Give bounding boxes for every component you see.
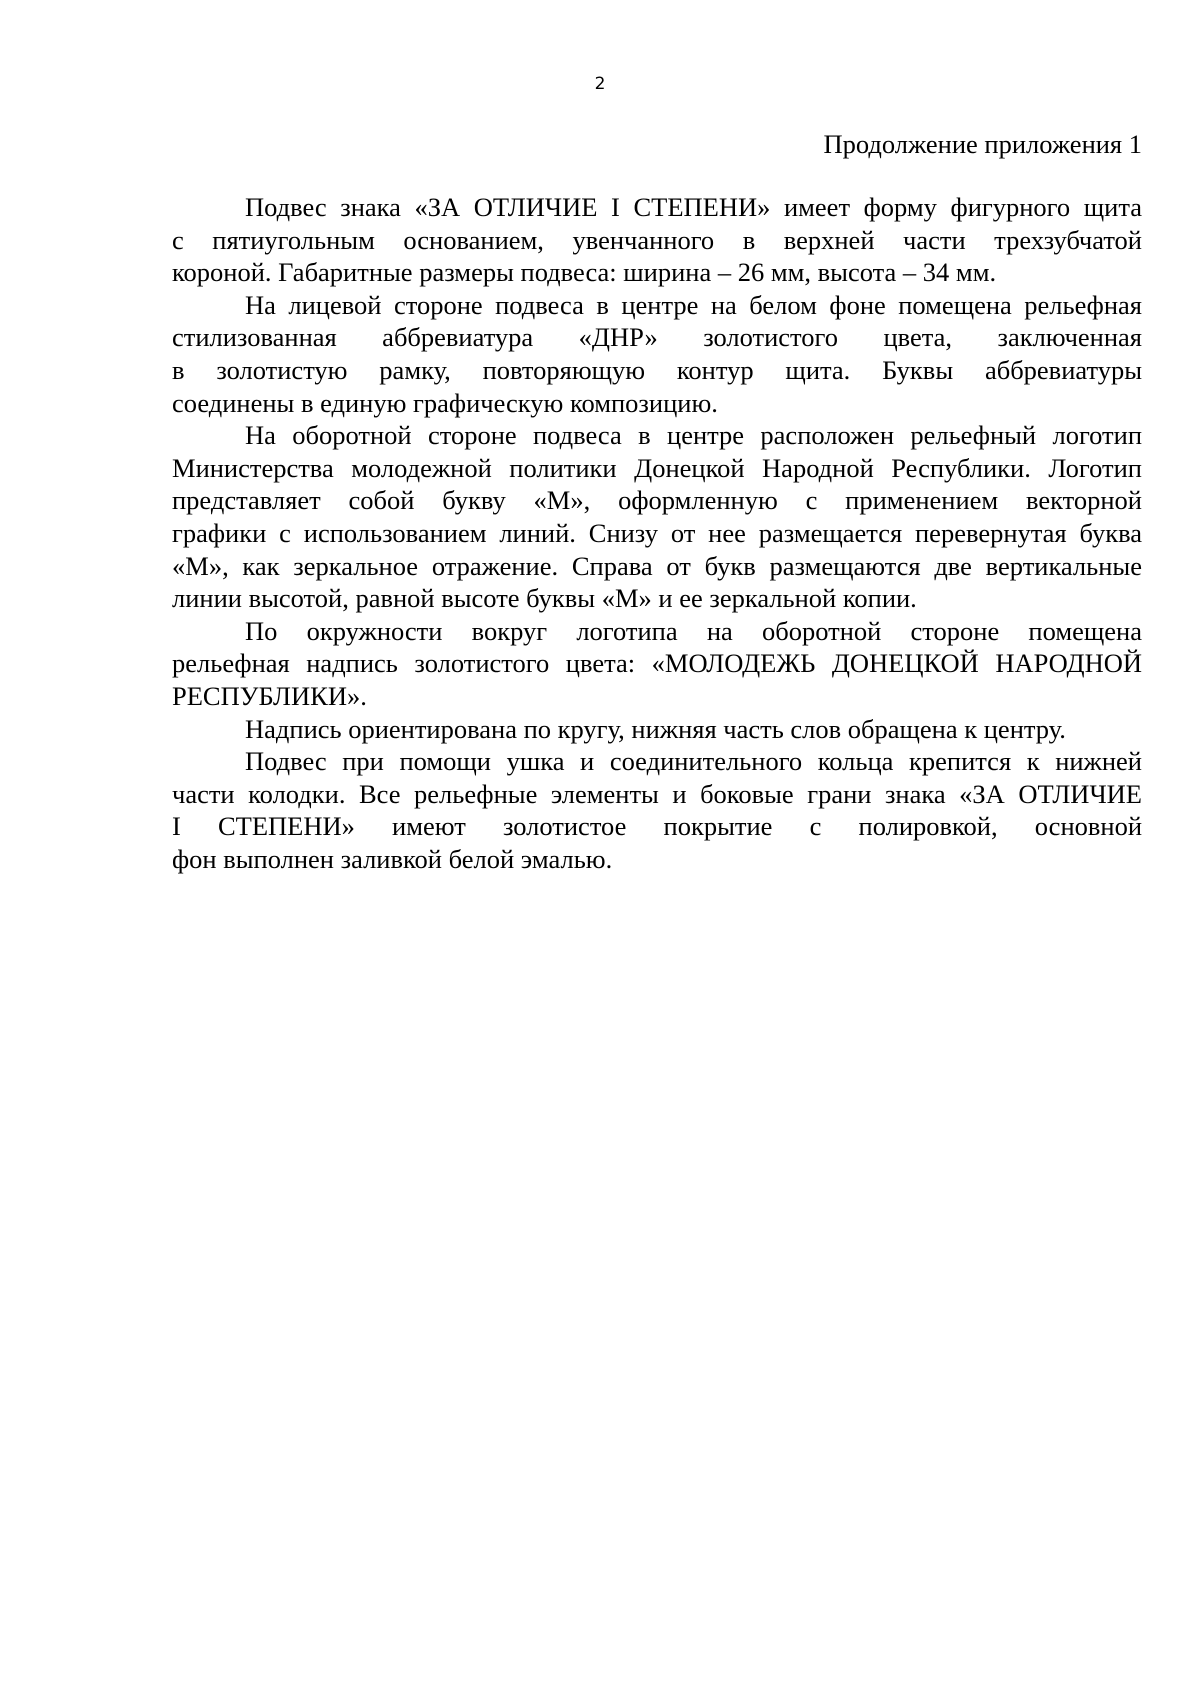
text-line: с пятиугольным основанием, увенчанного в верхней части трехзубчатой <box>172 224 1142 255</box>
text-line: линии высотой, равной высоте буквы «М» и ее зеркальной копии. <box>172 583 917 614</box>
text-line: Подвес знака «ЗА ОТЛИЧИЕ I СТЕПЕНИ» имеет форму фигурного щита <box>245 192 1142 222</box>
text-line: графики с использованием линий. Снизу от нее размещается перевернутая буква <box>172 517 1142 548</box>
text-line: короной. Габаритные размеры подвеса: ширина – 26 мм, высота – 34 мм. <box>172 257 997 288</box>
text-line: соединены в единую графическую композицию. <box>172 387 718 418</box>
text-line: «М», как зеркальное отражение. Справа от букв размещаются две вертикальные <box>172 550 1142 581</box>
text-line: рельефная надпись золотистого цвета: «МОЛОДЕЖЬ ДОНЕЦКОЙ НАРОДНОЙ <box>172 648 1142 679</box>
appendix-label: Продолжение приложения 1 <box>823 129 1142 159</box>
text-line: Министерства молодежной политики Донецкой Народной Республики. Логотип <box>172 452 1142 483</box>
text-line: части колодки. Все рельефные элементы и боковые грани знака «ЗА ОТЛИЧИЕ <box>172 778 1142 809</box>
text-line: На оборотной стороне подвеса в центре расположен рельефный логотип <box>245 420 1142 451</box>
text-line: I СТЕПЕНИ» имеют золотистое покрытие с полировкой, основной <box>172 811 1142 842</box>
paragraph <box>172 745 1142 875</box>
text-line: представляет собой букву «М», оформленную с применением векторной <box>172 485 1142 516</box>
document-body <box>172 191 1142 875</box>
text-line: фон выполнен заливкой белой эмалью. <box>172 843 613 874</box>
text-line: стилизованная аббревиатура «ДНР» золотистого цвета, заключенная <box>172 322 1142 353</box>
text-line: На лицевой стороне подвеса в центре на белом фоне помещена рельефная <box>245 289 1142 320</box>
paragraph <box>172 615 1142 713</box>
text-line: Подвес при помощи ушка и соединительного кольца крепится к нижней <box>245 746 1142 777</box>
page-number: 2 <box>594 74 606 94</box>
text-line: РЕСПУБЛИКИ». <box>172 680 367 711</box>
paragraph <box>172 419 1142 615</box>
paragraph <box>172 289 1142 419</box>
text-line: Надпись ориентирована по кругу, нижняя часть слов обращена к центру. <box>245 713 1066 744</box>
text-line: По окружности вокруг логотипа на оборотной стороне помещена <box>245 615 1142 646</box>
text-line: в золотистую рамку, повторяющую контур щита. Буквы аббревиатуры <box>172 354 1142 385</box>
paragraph <box>172 191 1142 289</box>
paragraph <box>172 713 1142 746</box>
